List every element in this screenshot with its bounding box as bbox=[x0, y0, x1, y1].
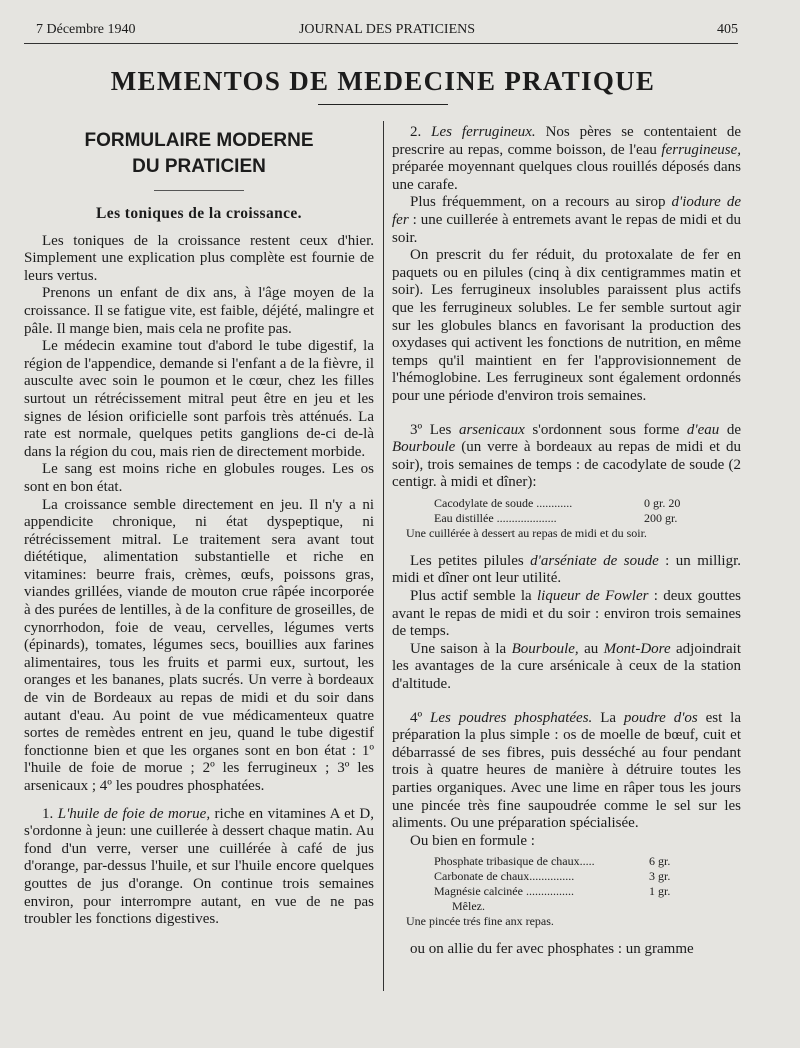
section-subtitle: Les toniques de la croissance. bbox=[96, 205, 302, 222]
text: Une saison à la bbox=[410, 640, 512, 657]
text: adjoindrait les avantages de la cure arsénicale à ceux de la station d'altitude. bbox=[392, 640, 741, 693]
emphasis: Les poudres phosphatées. bbox=[430, 709, 593, 726]
emphasis: Les ferrugineux. bbox=[431, 124, 536, 140]
ingredient: Carbonate de chaux............... bbox=[434, 869, 575, 884]
prescription-cacodylate bbox=[392, 496, 741, 541]
header-journal: JOURNAL DES PRATICIENS bbox=[298, 22, 476, 37]
emphasis: d'eau bbox=[686, 421, 720, 438]
prescription-line bbox=[434, 854, 709, 869]
text: 2. bbox=[410, 124, 432, 140]
text: Plus fréquemment, on a recours au sirop bbox=[410, 194, 672, 211]
prescription-line bbox=[434, 496, 704, 511]
text: (un verre à bordeaux au repas de midi et du soir), trois semaines de temps : de cacodylate de soude (2 centigr. à midi et dîner): bbox=[392, 439, 741, 491]
running-header bbox=[36, 22, 738, 42]
paragraph: Le sang est moins riche en globules rouges. Les os sont en bon état. bbox=[24, 461, 374, 495]
paragraph-phosphates bbox=[392, 710, 741, 833]
text: s'ordonnent sous forme bbox=[524, 421, 687, 438]
paragraph-arsenicaux bbox=[392, 422, 741, 492]
paragraph-ferrugineux bbox=[392, 124, 741, 194]
text: Les petites pilules bbox=[410, 552, 531, 569]
ingredient: Cacodylate de soude ............ bbox=[434, 495, 573, 510]
emphasis: liqueur de Fowler bbox=[537, 588, 649, 605]
quantity: 3 gr. bbox=[649, 869, 671, 884]
text: : un milligr. midi et dîner ont leur utilité. bbox=[392, 552, 741, 587]
right-column bbox=[392, 124, 741, 959]
paragraph bbox=[392, 641, 741, 694]
text: La bbox=[592, 709, 624, 726]
paragraph: Ou bien en formule : bbox=[410, 832, 535, 849]
text: riche en vitamines A et D, s'ordonne à jeun: une cuillerée à dessert chaque matin. Au fond d'un verre, verser une cuillérée à café de jus d'orange, par-dessus l'huile, et sur l'huile encore quelques gouttes de jus d'orange. On continue trois semaines environ, pour interrompre autant, en vue de ne pas troubler les fonctions digestives. bbox=[24, 805, 374, 928]
paragraph-cod-liver-oil bbox=[24, 806, 374, 929]
page-title: MEMENTOS DE MEDECINE PRATIQUE bbox=[110, 66, 656, 96]
page-number: 405 bbox=[717, 22, 738, 37]
section-title-line2: DU PRATICIEN bbox=[132, 156, 266, 177]
prescription-melez: Mêlez. bbox=[452, 899, 485, 914]
prescription-note: Une pincée trés fine anx repas. bbox=[406, 914, 554, 929]
text: au bbox=[578, 640, 604, 657]
emphasis: poudre d'os bbox=[623, 709, 698, 726]
text: préparée moyennant quelques clous rouillés déposés dans une carafe. bbox=[392, 159, 741, 193]
title-rule bbox=[318, 104, 448, 105]
text: : une cuillerée à entremets avant le repas de midi et du soir. bbox=[392, 211, 741, 246]
prescription-line bbox=[434, 869, 709, 884]
text: de bbox=[719, 421, 742, 438]
paragraph: On prescrit du fer réduit, du protoxalate de fer en paquets ou en pilules (cinq à dix centigrammes matin et soir). Les ferrugineux insolubles paraissent plus actifs que les ferrugineux solubles. Le fer semble surtout agir sur les globules blancs en favorisant la production des oxydases qui activent les fonctions de nutrition, en même temps qu'il maintient en fer l'approvisionnement de l'hémoglobine. Les ferrugineux sont également ordonnés pour une période d'environ trois semaines. bbox=[392, 247, 741, 404]
text: Plus actif semble la bbox=[410, 588, 538, 605]
header-rule bbox=[24, 43, 738, 44]
text: 1. bbox=[42, 805, 58, 822]
emphasis: L'huile de foie de morue, bbox=[57, 805, 211, 822]
paragraph bbox=[392, 588, 741, 641]
section-rule bbox=[154, 190, 244, 191]
quantity: 0 gr. 20 bbox=[644, 495, 681, 510]
left-column bbox=[24, 128, 374, 929]
emphasis: ferrugineuse, bbox=[661, 141, 741, 158]
ingredient: Eau distillée .................... bbox=[434, 510, 557, 525]
section-title bbox=[24, 128, 374, 180]
ingredient: Phosphate tribasique de chaux..... bbox=[434, 854, 595, 869]
emphasis: Bourboule, bbox=[511, 640, 579, 657]
paragraph: Les toniques de la croissance restent ceux d'hier. Simplement une explication plus complète est fournie de leurs vertus. bbox=[24, 232, 374, 284]
text: Nos pères se contentaient de prescrire au repas, comme boisson, de l'eau bbox=[392, 124, 741, 158]
column-divider bbox=[383, 121, 384, 991]
text: est la préparation la plus simple : os de moelle de bœuf, cuit et débarrassé de ses fibres, puis desséché au four pendant trois à quatre heures de manière à détruire toutes les parties organiques. Avec une lime en râper tous les jours une pincée très fine saupoudrée comme le sel sur les aliments. Ou une préparation spécialisée. bbox=[392, 709, 741, 832]
text: 3º Les bbox=[410, 421, 459, 438]
emphasis: d'arséniate de soude bbox=[530, 552, 659, 569]
emphasis: Bourboule bbox=[392, 439, 456, 456]
paragraph bbox=[392, 553, 741, 588]
section-title-line1: FORMULAIRE MODERNE bbox=[84, 130, 314, 151]
paragraph: ou on allie du fer avec phosphates : un gramme bbox=[410, 941, 694, 958]
paragraph bbox=[392, 194, 741, 247]
prescription-line bbox=[434, 511, 704, 526]
paragraph: Le médecin examine tout d'abord le tube digestif, la région de l'appendice, demande si l'enfant a de la fièvre, il ausculte avec soin le poumon et le cœur, chez les filles surtout un rétrécissement mitral peut être en jeu et les signes de lésion orificielle sont parfois très atténués. La rate est normale, quelques petits ganglions de-ci de-là dans la région du cou, mais rien de directement morbide. bbox=[24, 338, 374, 460]
header-date: 7 Décembre 1940 bbox=[36, 22, 136, 37]
prescription-note: Une cuillérée à dessert au repas de midi et du soir. bbox=[406, 525, 647, 540]
quantity: 1 gr. bbox=[649, 884, 671, 899]
quantity: 200 gr. bbox=[644, 510, 678, 525]
text: 4º bbox=[410, 709, 431, 726]
ingredient: Magnésie calcinée ................ bbox=[434, 884, 574, 899]
emphasis: arsenicaux bbox=[458, 421, 525, 438]
emphasis: d'iodure de fer bbox=[392, 194, 741, 228]
paragraph: La croissance semble directement en jeu. Il n'y a ni appendicite chronique, ni état dyspeptique, ni rétrécissement mitral. Le traitement sera avant tout diététique, alimentation substantielle et riche en vitamines: beurre frais, crèmes, œufs, poissons gras, viandes grillées, viande de mouton crue râpée incorporée à des purées de lentilles, à de la confiture de groseilles, de cynorrhodon, foie de veau, cervelles, légumes verts (épinards), tomates, légumes secs, bouillies aux farines alimentaires, tous les fruits et parmi eux, surtout, les oranges et les bananes, plats sucrés. Un verre à bordeaux de vin de Bordeaux au repas de midi et du soir dans autant d'eau. Au point de vue médicamenteux quatre sortes de remèdes entrent en jeu, quand le tube digestif fonctionne bien et que les organes sont en bon état : 1º l'huile de foie de morue ; 2º les ferrugineux ; 3º les arsenicaux ; 4º les poudres phosphatées. bbox=[24, 496, 374, 794]
paragraph: Prenons un enfant de dix ans, à l'âge moyen de la croissance. Il se fatigue vite, est faible, déjété, malingre et pâle. Il mange bien, mais cela ne profite pas. bbox=[24, 285, 374, 337]
prescription-phosphates bbox=[392, 854, 741, 929]
text: : deux gouttes avant le repas de midi et du soir : environ trois semaines de temps. bbox=[392, 588, 741, 640]
prescription-line bbox=[434, 884, 709, 899]
quantity: 6 gr. bbox=[649, 854, 671, 869]
emphasis: Mont-Dore bbox=[603, 640, 671, 657]
